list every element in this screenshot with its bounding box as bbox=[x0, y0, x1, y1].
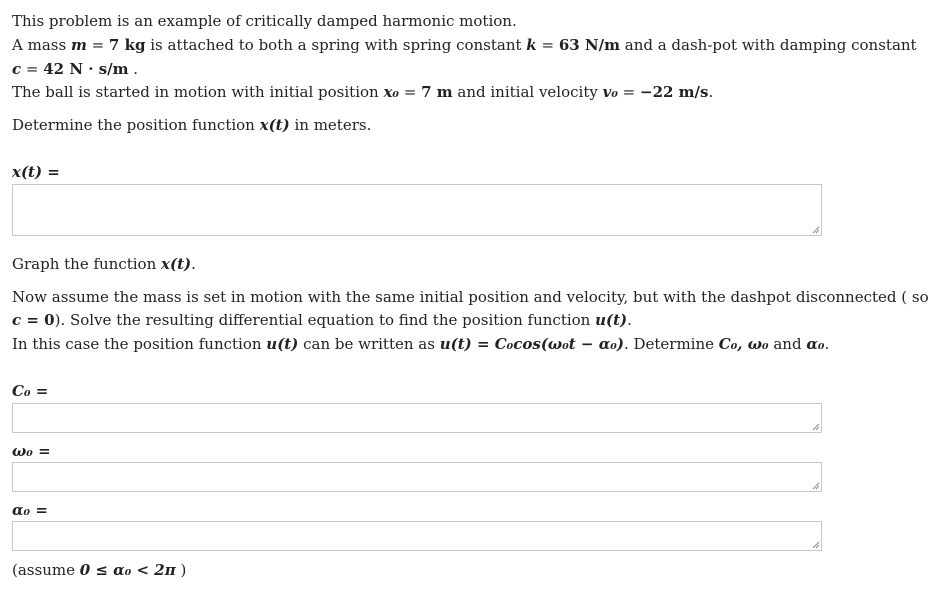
damping-constant-value: 42 N · s/m bbox=[43, 60, 129, 78]
position-formula: u(t) = C₀cos(ω₀t − α₀) bbox=[439, 335, 624, 353]
x-answer-label: x(t) = bbox=[12, 163, 60, 181]
assume-note: (assume 0 ≤ α₀ < 2π ) bbox=[12, 561, 187, 579]
resize-grip-icon[interactable] bbox=[811, 481, 820, 490]
problem-intro-line-2: A mass m = 7 kg is attached to both a spring with spring constant k = 63 N/m and a dash-pot with damping constant bbox=[12, 36, 917, 54]
part2-line-3: In this case the position function u(t) can be written as u(t) = C₀cos(ω₀t − α₀). Determine C₀, ω₀ and α₀. bbox=[12, 335, 830, 353]
problem-intro-line-4: The ball is started in motion with initial position x₀ = 7 m and initial velocity v₀ = −22 m/s. bbox=[12, 83, 714, 101]
mass-value: 7 kg bbox=[108, 36, 146, 54]
a0-answer-input[interactable] bbox=[12, 521, 822, 551]
resize-grip-icon[interactable] bbox=[811, 225, 820, 234]
c0-answer-input[interactable] bbox=[12, 403, 822, 433]
initial-velocity-value: −22 m/s bbox=[640, 83, 709, 101]
mass-symbol: m bbox=[70, 36, 87, 54]
determine-position-prompt: Determine the position function x(t) in meters. bbox=[12, 116, 372, 134]
c0-answer-label: C₀ = bbox=[12, 382, 49, 400]
a0-answer-label: α₀ = bbox=[12, 501, 48, 519]
spring-constant-value: 63 N/m bbox=[558, 36, 620, 54]
w0-answer-input[interactable] bbox=[12, 462, 822, 492]
damping-constant-symbol: c bbox=[12, 60, 22, 78]
graph-prompt: Graph the function x(t). bbox=[12, 255, 196, 273]
problem-intro-line-3: c = 42 N · s/m . bbox=[12, 60, 139, 78]
resize-grip-icon[interactable] bbox=[811, 540, 820, 549]
part2-line-1: Now assume the mass is set in motion with the same initial position and velocity, but with the dashpot disconnected ( so bbox=[12, 288, 929, 306]
initial-position-value: 7 m bbox=[421, 83, 453, 101]
initial-position-symbol: x₀ bbox=[383, 83, 399, 101]
initial-velocity-symbol: v₀ bbox=[602, 83, 618, 101]
problem-intro-line-1: This problem is an example of critically damped harmonic motion. bbox=[12, 12, 517, 30]
x-answer-input[interactable] bbox=[12, 184, 822, 236]
w0-answer-label: ω₀ = bbox=[12, 442, 51, 460]
spring-constant-symbol: k bbox=[526, 36, 537, 54]
part2-line-2: c = 0). Solve the resulting differential equation to find the position function u(t). bbox=[12, 311, 632, 329]
resize-grip-icon[interactable] bbox=[811, 422, 820, 431]
